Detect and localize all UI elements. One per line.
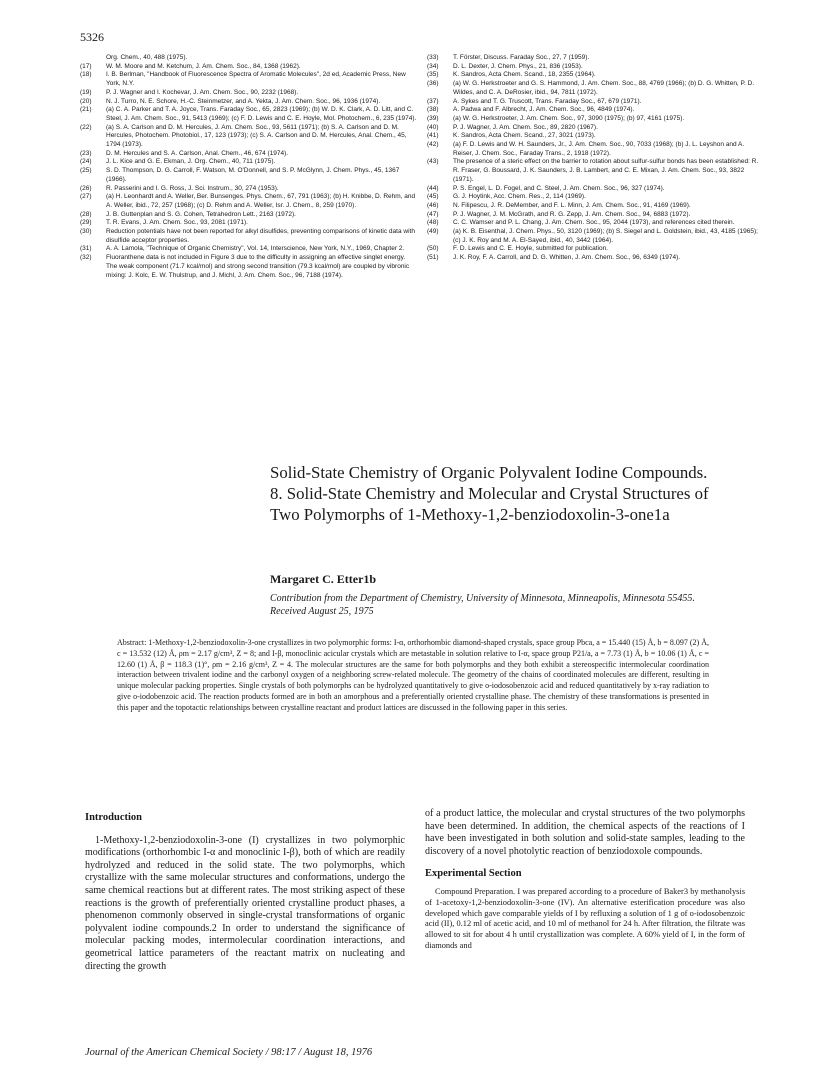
reference-number: (35) [427, 71, 439, 79]
references-right-column [427, 54, 765, 263]
reference-number: (28) [80, 210, 92, 218]
reference-number: (50) [427, 245, 439, 253]
reference-number: (20) [80, 97, 92, 105]
reference-text: D. M. Hercules and S. A. Carlson, Anal. Chem., 46, 674 (1974). [106, 149, 289, 157]
reference-item [427, 80, 765, 97]
reference-text: (a) W. G. Herkstroeter and G. S. Hammond, J. Am. Chem. Soc., 88, 4769 (1966); (b) D. G. Whitten, P. D. Wildes, and C. A. DeRosier, ibid., 94, 7811 (1972). [453, 80, 755, 96]
reference-text: S. D. Thompson, D. G. Carroll, F. Watson, M. O'Donnell, and S. P. McGlynn, J. Chem. Phys., 45, 1367 (1966). [106, 167, 400, 183]
reference-item [80, 245, 418, 254]
reference-number: (31) [80, 245, 92, 253]
reference-number: (44) [427, 184, 439, 192]
reference-text: J. L. Kice and G. E. Ekman, J. Org. Chem., 40, 711 (1975). [106, 158, 276, 166]
reference-text: A. Padwa and F. Albrecht, J. Am. Chem. Soc., 96, 4849 (1974). [453, 106, 635, 114]
reference-item [80, 63, 418, 72]
reference-item [80, 98, 418, 107]
reference-item [427, 141, 765, 158]
reference-number: (32) [80, 254, 92, 262]
reference-text: N. Filipescu, J. R. DeMember, and F. L. Minn, J. Am. Chem. Soc., 91, 4169 (1969). [453, 201, 691, 209]
reference-text: D. L. Dexter, J. Chem. Phys., 21, 836 (1953). [453, 62, 583, 70]
introduction-continued: of a product lattice, the molecular and crystal structures of the two polymorphs have been determined. In addition, the chemical aspects of the reactions of I have been investigated in both solution and solid-state samples, leading to the discovery of a novel photolytic reaction of benziodoxole compounds. [425, 808, 745, 857]
reference-text: Reduction potentials have not been reported for alkyl disulfides, preventing comparisons of kinetic data with disulfide acceptor properties. [106, 228, 415, 244]
reference-number: (18) [80, 71, 92, 79]
reference-number: (23) [80, 149, 92, 157]
reference-number: (22) [80, 123, 92, 131]
reference-item [427, 132, 765, 141]
reference-item [80, 211, 418, 220]
article-affiliation: Contribution from the Department of Chemistry, University of Minnesota, Minneapolis, Minnesota 55455. Received August 25, 1975 [270, 593, 695, 617]
reference-text: A. Sykes and T. G. Truscott, Trans. Faraday Soc., 67, 679 (1971). [453, 97, 642, 105]
introduction-heading: Introduction [85, 812, 142, 823]
reference-item [427, 245, 765, 254]
article-abstract: Abstract: 1-Methoxy-1,2-benziodoxolin-3-one crystallizes in two polymorphic forms: I-α, orthorhombic diamond-shaped crystals, space group Pbca, a = 15.440 (15) Å, b = 8.097 (2) Å, c = 13.532 (12) Å, ρm = 2.17 g/cm³, Z = 8; and I-β, monoclinic acicular crystals which are metastable in solution relative to I-α, space group P21/a, a = 7.73 (1) Å, b = 10.06 (1) Å, c = 12.60 (1) Å, β = 118.3 (1)°, ρm = 2.16 g/cm³, Z = 4. The molecular structures are the same for both polymorphs and they both exhibit a stereospecific intermolecular coordination interaction between trivalent iodine and the carbonyl oxygen of a neighboring screw-related molecule. The geometry of the chains of coordinated molecules are different, resulting in unique molecular packing properties. Single crystals of both polymorphs can be hydrolyzed quantitatively to give o-iodosobenzoic acid and reduced quantitatively by x-ray radiation to give o-iodobenzoic acid. The reaction products formed are in both an amorphous and a preferentially oriented crystalline phase. The chemistry of these transformations is presented in this paper and the topotactic relationships between crystalline reactant and product lattices are discussed in the following paper in this series. [117, 638, 709, 712]
reference-number: (25) [80, 167, 92, 175]
reference-text: C. C. Wamser and P. L. Chang, J. Am. Chem. Soc., 95, 2044 (1973), and references cited therein. [453, 219, 735, 227]
reference-number: (17) [80, 62, 92, 70]
reference-item [80, 124, 418, 150]
reference-item [80, 219, 418, 228]
reference-number: (36) [427, 80, 439, 88]
reference-number: (37) [427, 97, 439, 105]
reference-item [427, 124, 765, 133]
reference-text: Org. Chem., 40, 488 (1975). [106, 54, 188, 61]
reference-item [427, 193, 765, 202]
reference-number: (39) [427, 114, 439, 122]
reference-item [427, 115, 765, 124]
reference-item [80, 150, 418, 159]
journal-footer: Journal of the American Chemical Society / 98:17 / August 18, 1976 [85, 1047, 373, 1058]
reference-item [80, 158, 418, 167]
reference-item [427, 202, 765, 211]
reference-text: I. B. Berlman, "Handbook of Fluorescence Spectra of Aromatic Molecules", 2d ed, Academic Press, New York, N.Y. [106, 71, 406, 88]
reference-item [427, 71, 765, 80]
reference-text: (a) K. B. Eisenthal, J. Chem. Phys., 50, 3120 (1969); (b) S. Siegel and L. Goldstein, ibid., 43, 4185 (1965); (c) J. K. Roy and M. A. El-Sayed, ibid., 40, 3442 (1964). [453, 228, 758, 244]
reference-number: (24) [80, 158, 92, 166]
references-left-column [80, 54, 418, 280]
reference-text: K. Sandros, Acta Chem. Scand., 27, 3021 (1973). [453, 132, 596, 140]
reference-number: (42) [427, 141, 439, 149]
reference-item [80, 193, 418, 210]
reference-text: T. R. Evans, J. Am. Chem. Soc., 93, 2081 (1971). [106, 219, 248, 227]
reference-number: (49) [427, 228, 439, 236]
reference-number: (41) [427, 132, 439, 140]
experimental-paragraph: Compound Preparation. I was prepared according to a procedure of Baker3 by methanolysis of 1-acetoxy-1,2-benziodoxolin-3-one (IV). An alternative esterification procedure was also developed which gave comparable yields of I by refluxing a solution of 1 g of o-iodosobenzoic acid (II), 0.12 ml of acetic acid, and 10 ml of methanol for 24 h. After filtration, the filtrate was allowed to sit for about 4 h until crystallization was complete. A 60% yield of I, in the form of diamonds and [425, 886, 745, 950]
reference-number: (51) [427, 254, 439, 262]
reference-number: (43) [427, 158, 439, 166]
reference-text: J. B. Guttenplan and S. G. Cohen, Tetrahedron Lett., 2163 (1972). [106, 210, 296, 218]
reference-number: (27) [80, 193, 92, 201]
reference-number: (46) [427, 201, 439, 209]
reference-item [427, 228, 765, 245]
reference-text: (a) S. A. Carlson and D. M. Hercules, J. Am. Chem. Soc., 93, 5611 (1971); (b) S. A. Carlson and D. M. Hercules, Photochem. Photobiol., 17, 123 (1973); (c) S. A. Carlson and D. M. Hercules, Anal. Chem., 45, 1794 (1973). [106, 123, 407, 149]
reference-number: (40) [427, 123, 439, 131]
reference-text: K. Sandros, Acta Chem. Scand., 18, 2355 (1964). [453, 71, 596, 79]
reference-number: (29) [80, 219, 92, 227]
reference-text: A. A. Lamola, "Technique of Organic Chemistry", Vol. 14, Interscience, New York, N.Y., 1969, Chapter 2. [106, 245, 405, 253]
reference-text: (a) W. G. Herkstroeter, J. Am. Chem. Soc., 97, 3090 (1975); (b) 97, 4161 (1975). [453, 114, 685, 122]
body-right-column [425, 808, 745, 952]
reference-text: Fluoranthene data is not included in Figure 3 due to the difficulty in assigning an effective singlet energy. The weak component (71.7 kcal/mol) and strong second transition (79.3 kcal/mol) are coupled by vibronic mixing: J. Kolc, E. W. Thulstrup, and J. Michl, J. Am. Chem. Soc., 96, 7188 (1974). [106, 254, 410, 279]
article-author: Margaret C. Etter1b [270, 572, 377, 586]
reference-text: N. J. Turro, N. E. Schore, H.-C. Steinmetzer, and A. Yekta, J. Am. Chem. Soc., 96, 1936 (1974). [106, 97, 381, 105]
reference-item [80, 54, 418, 63]
reference-text: R. Passerini and I. G. Ross, J. Sci. Instrum., 30, 274 (1953). [106, 184, 279, 192]
reference-item [427, 185, 765, 194]
reference-number: (47) [427, 210, 439, 218]
reference-item [80, 254, 418, 280]
reference-item [80, 185, 418, 194]
reference-number: (33) [427, 54, 439, 61]
reference-text: P. J. Wagner, J. M. McGrath, and R. G. Zepp, J. Am. Chem. Soc., 94, 6883 (1972). [453, 210, 691, 218]
reference-text: P. J. Wagner, J. Am. Chem. Soc., 89, 2820 (1967). [453, 123, 598, 131]
article-title: Solid-State Chemistry of Organic Polyvalent Iodine Compounds. 8. Solid-State Chemistry and Molecular and Crystal Structures of Two Polymorphs of 1-Methoxy-1,2-benziodoxolin-3-one1a [270, 463, 709, 524]
reference-number: (34) [427, 62, 439, 70]
reference-number: (19) [80, 88, 92, 96]
reference-text: J. K. Roy, F. A. Carroll, and D. G. Whitten, J. Am. Chem. Soc., 96, 6349 (1974). [453, 254, 681, 262]
reference-item [80, 228, 418, 245]
reference-item [80, 106, 418, 123]
reference-number: (38) [427, 106, 439, 114]
reference-item [80, 167, 418, 184]
reference-text: G. J. Hoytink, Acc. Chem. Res., 2, 114 (1969). [453, 193, 586, 201]
reference-number: (26) [80, 184, 92, 192]
reference-number [80, 54, 106, 63]
page-number: 5326 [80, 30, 104, 44]
reference-item [80, 71, 418, 88]
reference-item [427, 211, 765, 220]
body-left-column [85, 812, 405, 973]
reference-item [427, 254, 765, 263]
reference-text: F. D. Lewis and C. E. Hoyle, submitted for publication. [453, 245, 608, 253]
reference-text: P. S. Engel, L. D. Fogel, and C. Steel, J. Am. Chem. Soc., 96, 327 (1974). [453, 184, 665, 192]
reference-item [427, 219, 765, 228]
reference-item [427, 106, 765, 115]
experimental-heading: Experimental Section [425, 868, 522, 880]
reference-number: (21) [80, 106, 92, 114]
introduction-paragraph: 1-Methoxy-1,2-benziodoxolin-3-one (I) crystallizes in two polymorphic modifications (orthorhombic I-α and monoclinic I-β), both of which are readily hydrolyzed and reduced in the solid state. The two polymorphs, which crystallize with the same molecular structures and conformations, undergo the same chemical reactions but at different rates. The most striking aspect of these reactions is the growth of preferentially oriented crystalline product phases, a phenomenon commonly observed in single-crystal transformations of organic polyvalent iodine compounds.2 In order to understand the significance of molecular packing modes, intermolecular coordination interactions, and geometrical lattice parameters of the reactant matrix on nucleating and directing the growth [85, 834, 405, 972]
reference-text: The presence of a steric effect on the barrier to rotation about sulfur-sulfur bonds has been established: R. R. Fraser, G. Boussard, J. K. Saunders, J. B. Lambert, and C. E. Mixan, J. Am. Chem. Soc., 93, 3822 (1971). [453, 158, 759, 183]
reference-number: (30) [80, 228, 92, 236]
reference-text: (a) F. D. Lewis and W. H. Saunders, Jr., J. Am. Chem. Soc., 90, 7033 (1968); (b) J. L. Leyshon and A. Reiser, J. Chem. Soc., Faraday Trans., 2, 1918 (1972). [453, 141, 745, 157]
reference-number: (48) [427, 219, 439, 227]
reference-text: (a) C. A. Parker and T. A. Joyce, Trans. Faraday Soc., 65, 2823 (1969); (b) W. D. K. Clark, A. D. Litt, and C. Steel, J. Am. Chem. Soc., 91, 5413 (1969); (c) F. D. Lewis and C. E. Hoyle, Mol. Photochem., 6, 235 (1974). [106, 106, 417, 122]
reference-text: P. J. Wagner and I. Kochevar, J. Am. Chem. Soc., 90, 2232 (1968). [106, 88, 299, 96]
reference-text: W. M. Moore and M. Ketchum, J. Am. Chem. Soc., 84, 1368 (1962). [106, 62, 301, 70]
reference-text: (a) H. Leonhardt and A. Weller, Ber. Bunsenges. Phys. Chem., 67, 791 (1963); (b) H. Knibbe, D. Rehm, and A. Weller, ibid., 72, 257 (1968); (c) D. Rehm and A. Weller, Isr. J. Chem., 8, 259 (1970). [106, 193, 416, 209]
reference-item [427, 54, 765, 63]
reference-number: (45) [427, 193, 439, 201]
reference-item [427, 63, 765, 72]
reference-item [427, 158, 765, 184]
reference-item [80, 89, 418, 98]
reference-text: T. Förster, Discuss. Faraday Soc., 27, 7 (1959). [453, 54, 590, 61]
reference-item [427, 98, 765, 107]
